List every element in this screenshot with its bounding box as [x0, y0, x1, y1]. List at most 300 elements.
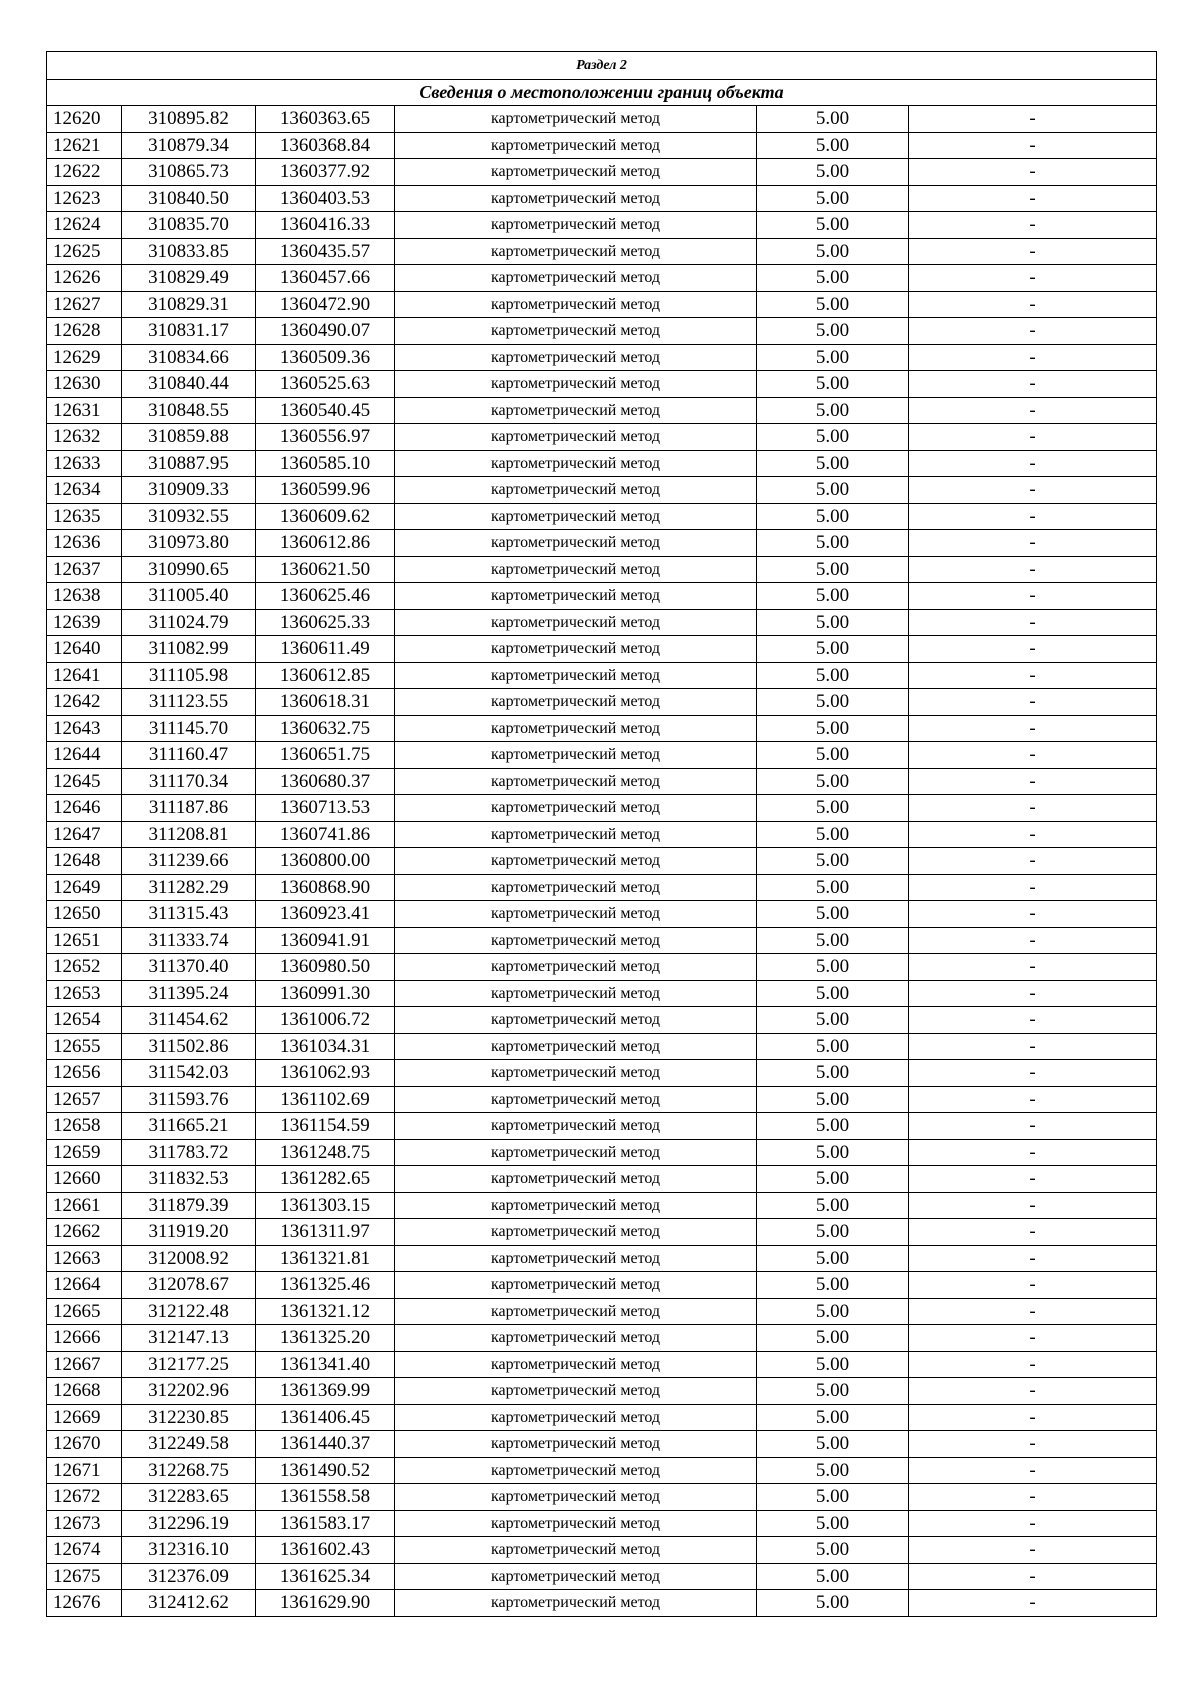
point-number: 12669	[47, 1404, 122, 1431]
accuracy-cell: 5.00	[757, 954, 909, 981]
method-cell: картометрический метод	[395, 848, 757, 875]
method-cell: картометрический метод	[395, 1590, 757, 1617]
accuracy-cell: 5.00	[757, 132, 909, 159]
description-cell: -	[909, 768, 1157, 795]
coordinate-y: 1360868.90	[256, 874, 395, 901]
accuracy-cell: 5.00	[757, 1378, 909, 1405]
accuracy-cell: 5.00	[757, 927, 909, 954]
table-title: Сведения о местоположении границ объекта	[47, 80, 1157, 106]
accuracy-cell: 5.00	[757, 1351, 909, 1378]
method-cell: картометрический метод	[395, 1537, 757, 1564]
description-cell: -	[909, 1484, 1157, 1511]
coordinate-y: 1361440.37	[256, 1431, 395, 1458]
coordinate-y: 1360363.65	[256, 106, 395, 133]
point-number: 12659	[47, 1139, 122, 1166]
method-cell: картометрический метод	[395, 1139, 757, 1166]
description-cell: -	[909, 874, 1157, 901]
coordinate-x: 310831.17	[122, 318, 256, 345]
coordinate-x: 311783.72	[122, 1139, 256, 1166]
description-cell: -	[909, 954, 1157, 981]
method-cell: картометрический метод	[395, 1060, 757, 1087]
point-number: 12665	[47, 1298, 122, 1325]
coordinate-y: 1361303.15	[256, 1192, 395, 1219]
method-cell: картометрический метод	[395, 901, 757, 928]
accuracy-cell: 5.00	[757, 1431, 909, 1458]
table-row	[47, 1166, 1157, 1193]
coordinate-x: 310848.55	[122, 397, 256, 424]
accuracy-cell: 5.00	[757, 1219, 909, 1246]
coordinate-y: 1360618.31	[256, 689, 395, 716]
coordinate-y: 1360713.53	[256, 795, 395, 822]
table-row	[47, 715, 1157, 742]
description-cell: -	[909, 291, 1157, 318]
description-cell: -	[909, 1113, 1157, 1140]
coordinate-y: 1361629.90	[256, 1590, 395, 1617]
description-cell: -	[909, 742, 1157, 769]
coordinate-y: 1361311.97	[256, 1219, 395, 1246]
coordinate-x: 311105.98	[122, 662, 256, 689]
accuracy-cell: 5.00	[757, 1007, 909, 1034]
coordinate-y: 1360632.75	[256, 715, 395, 742]
coordinate-x: 312122.48	[122, 1298, 256, 1325]
coordinate-y: 1360621.50	[256, 556, 395, 583]
method-cell: картометрический метод	[395, 689, 757, 716]
point-number: 12626	[47, 265, 122, 292]
point-number: 12668	[47, 1378, 122, 1405]
point-number: 12624	[47, 212, 122, 239]
table-row	[47, 636, 1157, 663]
coordinate-x: 312316.10	[122, 1537, 256, 1564]
coordinate-x: 310895.82	[122, 106, 256, 133]
description-cell: -	[909, 848, 1157, 875]
table-row	[47, 1537, 1157, 1564]
coordinate-y: 1361602.43	[256, 1537, 395, 1564]
table-row	[47, 371, 1157, 398]
coordinate-x: 310887.95	[122, 450, 256, 477]
point-number: 12622	[47, 159, 122, 186]
description-cell: -	[909, 265, 1157, 292]
accuracy-cell: 5.00	[757, 1510, 909, 1537]
table-row	[47, 185, 1157, 212]
accuracy-cell: 5.00	[757, 795, 909, 822]
method-cell: картометрический метод	[395, 503, 757, 530]
table-row	[47, 450, 1157, 477]
description-cell: -	[909, 530, 1157, 557]
accuracy-cell: 5.00	[757, 768, 909, 795]
description-cell: -	[909, 106, 1157, 133]
point-number: 12656	[47, 1060, 122, 1087]
coordinate-y: 1360540.45	[256, 397, 395, 424]
method-cell: картометрический метод	[395, 212, 757, 239]
accuracy-cell: 5.00	[757, 1590, 909, 1617]
method-cell: картометрический метод	[395, 742, 757, 769]
table-row	[47, 1298, 1157, 1325]
coordinate-y: 1360612.85	[256, 662, 395, 689]
table-row	[47, 1563, 1157, 1590]
point-number: 12655	[47, 1033, 122, 1060]
coordinate-x: 312078.67	[122, 1272, 256, 1299]
coordinate-y: 1360525.63	[256, 371, 395, 398]
accuracy-cell: 5.00	[757, 1113, 909, 1140]
coordinate-x: 310859.88	[122, 424, 256, 451]
description-cell: -	[909, 132, 1157, 159]
method-cell: картометрический метод	[395, 1245, 757, 1272]
point-number: 12662	[47, 1219, 122, 1246]
point-number: 12663	[47, 1245, 122, 1272]
coordinate-y: 1361248.75	[256, 1139, 395, 1166]
accuracy-cell: 5.00	[757, 1139, 909, 1166]
description-cell: -	[909, 1192, 1157, 1219]
method-cell: картометрический метод	[395, 636, 757, 663]
accuracy-cell: 5.00	[757, 662, 909, 689]
description-cell: -	[909, 1404, 1157, 1431]
coordinate-y: 1360556.97	[256, 424, 395, 451]
accuracy-cell: 5.00	[757, 530, 909, 557]
section-label: Раздел 2	[47, 52, 1157, 80]
description-cell: -	[909, 424, 1157, 451]
coordinate-y: 1360457.66	[256, 265, 395, 292]
accuracy-cell: 5.00	[757, 1537, 909, 1564]
method-cell: картометрический метод	[395, 371, 757, 398]
coordinate-x: 312249.58	[122, 1431, 256, 1458]
method-cell: картометрический метод	[395, 1086, 757, 1113]
coordinate-x: 311593.76	[122, 1086, 256, 1113]
coordinate-y: 1361321.81	[256, 1245, 395, 1272]
table-row	[47, 1457, 1157, 1484]
table-row	[47, 556, 1157, 583]
method-cell: картометрический метод	[395, 795, 757, 822]
boundary-coordinates-table	[46, 51, 1157, 1617]
method-cell: картометрический метод	[395, 1484, 757, 1511]
coordinate-x: 310833.85	[122, 238, 256, 265]
point-number: 12637	[47, 556, 122, 583]
method-cell: картометрический метод	[395, 424, 757, 451]
coordinate-y: 1360435.57	[256, 238, 395, 265]
point-number: 12672	[47, 1484, 122, 1511]
coordinate-x: 311160.47	[122, 742, 256, 769]
coordinate-y: 1360585.10	[256, 450, 395, 477]
point-number: 12639	[47, 609, 122, 636]
coordinate-y: 1361341.40	[256, 1351, 395, 1378]
accuracy-cell: 5.00	[757, 1166, 909, 1193]
accuracy-cell: 5.00	[757, 159, 909, 186]
table-row	[47, 1139, 1157, 1166]
coordinate-x: 311239.66	[122, 848, 256, 875]
table-row	[47, 212, 1157, 239]
description-cell: -	[909, 556, 1157, 583]
table-row	[47, 1484, 1157, 1511]
coordinate-x: 311454.62	[122, 1007, 256, 1034]
coordinate-y: 1361625.34	[256, 1563, 395, 1590]
coordinate-x: 310865.73	[122, 159, 256, 186]
accuracy-cell: 5.00	[757, 1325, 909, 1352]
coordinate-x: 312230.85	[122, 1404, 256, 1431]
point-number: 12664	[47, 1272, 122, 1299]
point-number: 12633	[47, 450, 122, 477]
table-row	[47, 1007, 1157, 1034]
coordinate-x: 311919.20	[122, 1219, 256, 1246]
method-cell: картометрический метод	[395, 1113, 757, 1140]
table-row	[47, 1510, 1157, 1537]
table-row	[47, 848, 1157, 875]
accuracy-cell: 5.00	[757, 609, 909, 636]
coordinate-y: 1360611.49	[256, 636, 395, 663]
table-row	[47, 954, 1157, 981]
table-row	[47, 503, 1157, 530]
accuracy-cell: 5.00	[757, 556, 909, 583]
coordinate-x: 311123.55	[122, 689, 256, 716]
method-cell: картометрический метод	[395, 1351, 757, 1378]
point-number: 12629	[47, 344, 122, 371]
accuracy-cell: 5.00	[757, 397, 909, 424]
coordinate-y: 1360941.91	[256, 927, 395, 954]
coordinate-x: 311208.81	[122, 821, 256, 848]
description-cell: -	[909, 1298, 1157, 1325]
method-cell: картометрический метод	[395, 265, 757, 292]
coordinate-x: 311665.21	[122, 1113, 256, 1140]
coordinate-x: 312412.62	[122, 1590, 256, 1617]
point-number: 12623	[47, 185, 122, 212]
accuracy-cell: 5.00	[757, 1033, 909, 1060]
description-cell: -	[909, 503, 1157, 530]
coordinate-x: 311832.53	[122, 1166, 256, 1193]
coordinate-y: 1360490.07	[256, 318, 395, 345]
method-cell: картометрический метод	[395, 397, 757, 424]
method-cell: картометрический метод	[395, 477, 757, 504]
method-cell: картометрический метод	[395, 344, 757, 371]
coordinate-y: 1360609.62	[256, 503, 395, 530]
point-number: 12667	[47, 1351, 122, 1378]
point-number: 12661	[47, 1192, 122, 1219]
coordinate-x: 310973.80	[122, 530, 256, 557]
method-cell: картометрический метод	[395, 662, 757, 689]
description-cell: -	[909, 1272, 1157, 1299]
description-cell: -	[909, 1378, 1157, 1405]
coordinate-y: 1360599.96	[256, 477, 395, 504]
method-cell: картометрический метод	[395, 927, 757, 954]
coordinate-y: 1361034.31	[256, 1033, 395, 1060]
table-row	[47, 1378, 1157, 1405]
method-cell: картометрический метод	[395, 450, 757, 477]
accuracy-cell: 5.00	[757, 265, 909, 292]
table-row	[47, 1590, 1157, 1617]
description-cell: -	[909, 795, 1157, 822]
accuracy-cell: 5.00	[757, 636, 909, 663]
method-cell: картометрический метод	[395, 1431, 757, 1458]
method-cell: картометрический метод	[395, 715, 757, 742]
coordinate-x: 310829.31	[122, 291, 256, 318]
coordinate-x: 311315.43	[122, 901, 256, 928]
coordinate-y: 1360980.50	[256, 954, 395, 981]
coordinate-y: 1361369.99	[256, 1378, 395, 1405]
description-cell: -	[909, 212, 1157, 239]
section-header-row	[47, 52, 1157, 80]
description-cell: -	[909, 1166, 1157, 1193]
coordinate-y: 1360991.30	[256, 980, 395, 1007]
coordinate-y: 1360923.41	[256, 901, 395, 928]
description-cell: -	[909, 689, 1157, 716]
coordinate-x: 310840.50	[122, 185, 256, 212]
description-cell: -	[909, 980, 1157, 1007]
point-number: 12641	[47, 662, 122, 689]
description-cell: -	[909, 1060, 1157, 1087]
method-cell: картометрический метод	[395, 1219, 757, 1246]
accuracy-cell: 5.00	[757, 742, 909, 769]
coordinate-y: 1360472.90	[256, 291, 395, 318]
coordinate-y: 1360741.86	[256, 821, 395, 848]
description-cell: -	[909, 1537, 1157, 1564]
table-row	[47, 662, 1157, 689]
table-row	[47, 1113, 1157, 1140]
table-row	[47, 530, 1157, 557]
description-cell: -	[909, 583, 1157, 610]
point-number: 12660	[47, 1166, 122, 1193]
method-cell: картометрический метод	[395, 1272, 757, 1299]
table-row	[47, 1351, 1157, 1378]
method-cell: картометрический метод	[395, 980, 757, 1007]
point-number: 12646	[47, 795, 122, 822]
method-cell: картометрический метод	[395, 1563, 757, 1590]
accuracy-cell: 5.00	[757, 344, 909, 371]
coordinate-x: 311879.39	[122, 1192, 256, 1219]
table-row	[47, 1060, 1157, 1087]
coordinate-y: 1361583.17	[256, 1510, 395, 1537]
accuracy-cell: 5.00	[757, 477, 909, 504]
coordinate-x: 310840.44	[122, 371, 256, 398]
description-cell: -	[909, 927, 1157, 954]
method-cell: картометрический метод	[395, 1457, 757, 1484]
point-number: 12654	[47, 1007, 122, 1034]
coordinate-x: 310909.33	[122, 477, 256, 504]
table-row	[47, 132, 1157, 159]
table-row	[47, 1245, 1157, 1272]
method-cell: картометрический метод	[395, 1325, 757, 1352]
coordinate-x: 312283.65	[122, 1484, 256, 1511]
coordinate-x: 310990.65	[122, 556, 256, 583]
description-cell: -	[909, 1086, 1157, 1113]
description-cell: -	[909, 636, 1157, 663]
point-number: 12635	[47, 503, 122, 530]
point-number: 12653	[47, 980, 122, 1007]
accuracy-cell: 5.00	[757, 503, 909, 530]
coordinate-y: 1360612.86	[256, 530, 395, 557]
description-cell: -	[909, 1431, 1157, 1458]
description-cell: -	[909, 477, 1157, 504]
accuracy-cell: 5.00	[757, 821, 909, 848]
method-cell: картометрический метод	[395, 556, 757, 583]
accuracy-cell: 5.00	[757, 371, 909, 398]
description-cell: -	[909, 1510, 1157, 1537]
coordinate-y: 1361154.59	[256, 1113, 395, 1140]
coordinate-x: 312177.25	[122, 1351, 256, 1378]
table-row	[47, 980, 1157, 1007]
description-cell: -	[909, 1139, 1157, 1166]
coordinate-x: 312202.96	[122, 1378, 256, 1405]
description-cell: -	[909, 450, 1157, 477]
point-number: 12634	[47, 477, 122, 504]
coordinate-x: 311395.24	[122, 980, 256, 1007]
coordinate-y: 1360625.33	[256, 609, 395, 636]
coordinate-y: 1361006.72	[256, 1007, 395, 1034]
method-cell: картометрический метод	[395, 1007, 757, 1034]
method-cell: картометрический метод	[395, 954, 757, 981]
coordinate-x: 311502.86	[122, 1033, 256, 1060]
accuracy-cell: 5.00	[757, 583, 909, 610]
method-cell: картометрический метод	[395, 291, 757, 318]
coordinate-x: 312268.75	[122, 1457, 256, 1484]
point-number: 12644	[47, 742, 122, 769]
method-cell: картометрический метод	[395, 132, 757, 159]
description-cell: -	[909, 1351, 1157, 1378]
table-row	[47, 1086, 1157, 1113]
coordinate-y: 1361321.12	[256, 1298, 395, 1325]
coordinate-x: 310835.70	[122, 212, 256, 239]
description-cell: -	[909, 159, 1157, 186]
accuracy-cell: 5.00	[757, 874, 909, 901]
coordinate-y: 1360651.75	[256, 742, 395, 769]
table-row	[47, 1325, 1157, 1352]
description-cell: -	[909, 185, 1157, 212]
table-row	[47, 238, 1157, 265]
accuracy-cell: 5.00	[757, 1086, 909, 1113]
description-cell: -	[909, 238, 1157, 265]
accuracy-cell: 5.00	[757, 238, 909, 265]
coordinate-y: 1360416.33	[256, 212, 395, 239]
title-row	[47, 80, 1157, 106]
coordinate-x: 312376.09	[122, 1563, 256, 1590]
description-cell: -	[909, 715, 1157, 742]
accuracy-cell: 5.00	[757, 901, 909, 928]
description-cell: -	[909, 1590, 1157, 1617]
method-cell: картометрический метод	[395, 530, 757, 557]
point-number: 12645	[47, 768, 122, 795]
table-row	[47, 795, 1157, 822]
description-cell: -	[909, 662, 1157, 689]
point-number: 12643	[47, 715, 122, 742]
table-row	[47, 291, 1157, 318]
table-row	[47, 874, 1157, 901]
method-cell: картометрический метод	[395, 1033, 757, 1060]
coordinate-x: 311024.79	[122, 609, 256, 636]
coordinate-y: 1360368.84	[256, 132, 395, 159]
point-number: 12631	[47, 397, 122, 424]
coordinate-x: 312008.92	[122, 1245, 256, 1272]
accuracy-cell: 5.00	[757, 318, 909, 345]
method-cell: картометрический метод	[395, 1192, 757, 1219]
method-cell: картометрический метод	[395, 768, 757, 795]
table-row	[47, 742, 1157, 769]
description-cell: -	[909, 821, 1157, 848]
point-number: 12630	[47, 371, 122, 398]
coordinate-x: 311187.86	[122, 795, 256, 822]
coordinate-y: 1360377.92	[256, 159, 395, 186]
point-number: 12650	[47, 901, 122, 928]
accuracy-cell: 5.00	[757, 689, 909, 716]
method-cell: картометрический метод	[395, 185, 757, 212]
point-number: 12638	[47, 583, 122, 610]
accuracy-cell: 5.00	[757, 1298, 909, 1325]
accuracy-cell: 5.00	[757, 1272, 909, 1299]
table-row	[47, 689, 1157, 716]
description-cell: -	[909, 344, 1157, 371]
accuracy-cell: 5.00	[757, 715, 909, 742]
method-cell: картометрический метод	[395, 1404, 757, 1431]
table-row	[47, 609, 1157, 636]
coordinate-x: 311170.34	[122, 768, 256, 795]
accuracy-cell: 5.00	[757, 212, 909, 239]
method-cell: картометрический метод	[395, 1298, 757, 1325]
accuracy-cell: 5.00	[757, 1060, 909, 1087]
